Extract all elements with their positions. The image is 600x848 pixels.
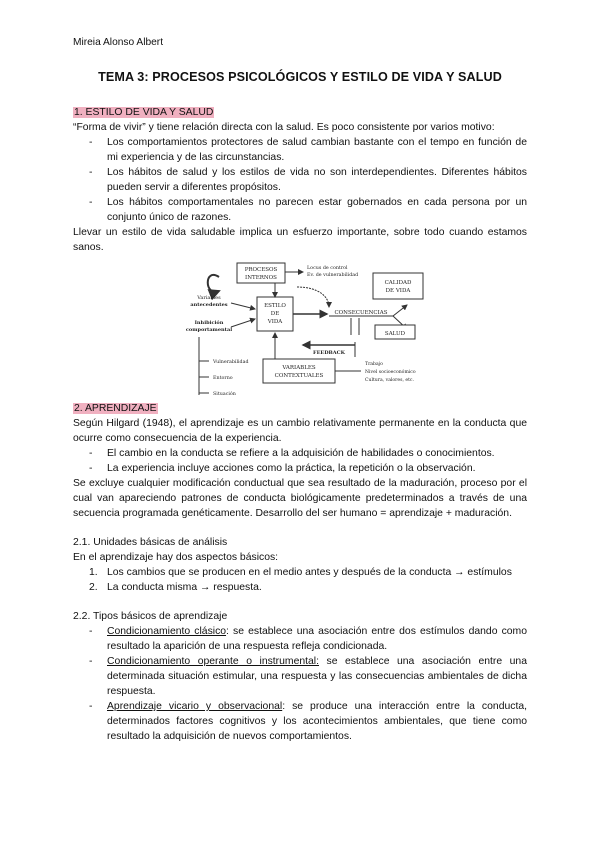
list-item: - Aprendizaje vicario y observacional: se produce una interacción entre la conducta, determinados factores cognitivos y los acontecimientos ambientales, que tiene como resultado la adquisición de nuevos comportamientos. xyxy=(89,701,527,742)
calidad-line1: CALIDAD xyxy=(384,280,412,286)
lifestyle-diagram-svg xyxy=(179,257,435,397)
document-title: TEMA 3: PROCESOS PSICOLÓGICOS Y ESTILO DE VIDA Y SALUD xyxy=(98,70,502,84)
calidad-line2: DE VIDA xyxy=(385,288,411,294)
variables-line1: Variables xyxy=(197,295,221,301)
left-list-3: Situación xyxy=(213,392,236,397)
list-item: 1. Los cambios que se producen en el medio antes y después de la conducta → estímulos xyxy=(89,567,512,578)
inhibicion-line2: comportamental xyxy=(185,327,233,333)
list-item: - Condicionamiento operante o instrumental: se establece una asociación entre una determinada situación estimular, una respuesta y las consecuencias ambientales de dicha respuesta. xyxy=(89,656,527,697)
list-item: - Los hábitos comportamentales no parecen estar gobernados en cada persona por un conjunto único de razones. xyxy=(89,197,527,223)
locus-line1: Locus de control xyxy=(307,266,348,271)
list-item: - Los comportamientos protectores de salud cambian bastante con el tempo en función de mi experiencia y de las circunstancias. xyxy=(89,137,527,163)
list-item: - La experiencia incluye acciones como la práctica, la repetición o la observación. xyxy=(89,463,476,474)
subsection-2-1-title: 2.1. Unidades básicas de análisis xyxy=(73,537,228,548)
document-body xyxy=(73,105,527,744)
inhibicion-line1: Inhibición xyxy=(194,320,224,326)
lifestyle-diagram xyxy=(179,257,435,397)
section-1-bullets xyxy=(73,135,527,225)
section-2-heading-text: 2. APRENDIZAJE xyxy=(74,403,157,414)
subsection-2-1-list xyxy=(73,565,527,595)
subsection-2-2-list xyxy=(73,624,527,744)
salud-label: SALUD xyxy=(384,331,406,337)
term: Condicionamiento clásico xyxy=(107,626,227,637)
procesos-line2: INTERNOS xyxy=(245,275,277,281)
box-calidad-vida xyxy=(373,273,423,299)
estilo-line1: ESTILO xyxy=(264,303,286,309)
right-list-2: Nivel socioeconómico xyxy=(365,370,416,375)
feedback-label: FEEDBACK xyxy=(313,350,345,356)
subsection-2-2-title: 2.2. Tipos básicos de aprendizaje xyxy=(73,611,228,622)
author-name: Mireia Alonso Albert xyxy=(73,37,164,48)
section-2-exclusion: Se excluye cualquier modificación conductual que sea resultado de la maduración, proceso por el cual van apareciendo patrones de conducta biológicamente predeterminados a través de una secuencia programada genéticamente. Desarrollo del ser humano = aprendizaje + maduración. xyxy=(73,478,527,519)
subsection-2-1-intro: En el aprendizaje hay dos aspectos básicos: xyxy=(73,552,279,563)
section-1-heading xyxy=(73,105,527,120)
variables-line2: antecedentes xyxy=(190,302,228,308)
section-2-definition: Según Hilgard (1948), el aprendizaje es un cambio relativamente permanente en la conducta que ocurre como consecuencia de la experiencia. xyxy=(73,418,527,444)
left-list-1: Vulnerabilidad xyxy=(213,360,249,365)
section-1-heading-text: 1. ESTILO DE VIDA Y SALUD xyxy=(74,107,214,118)
right-list-3: Cultura, valores, etc. xyxy=(365,378,414,383)
section-1-closing: Llevar un estilo de vida saludable implica un esfuerzo importante, sobre todo cuando estamos sanos. xyxy=(73,227,527,253)
section-2-heading xyxy=(73,401,527,416)
list-item: - El cambio en la conducta se refiere a la adquisición de habilidades o conocimientos. xyxy=(89,448,495,459)
left-list-2: Entorno xyxy=(213,376,233,381)
procesos-line1: PROCESOS xyxy=(244,267,278,273)
consecuencias-label: CONSECUENCIAS xyxy=(334,310,388,316)
term: Condicionamiento operante o instrumental: xyxy=(107,656,319,667)
list-item: - Condicionamiento clásico: se establece una asociación entre dos estímulos dando como resultado la aparición de una respuesta refleja condicionada. xyxy=(89,626,527,652)
box-variables-contextuales xyxy=(263,359,335,383)
right-list-1: Trabajo xyxy=(365,362,383,367)
term: Aprendizaje vicario y observacional xyxy=(107,701,283,712)
contextuales-line2: CONTEXTUALES xyxy=(274,373,324,379)
list-item: - Los hábitos de salud y los estilos de vida no son interdependientes. Diferentes hábitos pueden servir a diferentes propósitos. xyxy=(89,167,527,193)
estilo-line3: VIDA xyxy=(267,319,283,325)
section-1-intro: “Forma de vivir” y tiene relación directa con la salud. Es poco consistente por varios motivo: xyxy=(73,122,495,133)
list-item: 2. La conducta misma → respuesta. xyxy=(89,582,262,593)
locus-line2: Ev. de vulnerabilidad xyxy=(307,273,359,278)
section-2-bullets xyxy=(73,446,527,476)
estilo-line2: DE xyxy=(270,311,280,317)
contextuales-line1: VARIABLES xyxy=(282,365,316,371)
cycle-arrow xyxy=(208,275,219,292)
